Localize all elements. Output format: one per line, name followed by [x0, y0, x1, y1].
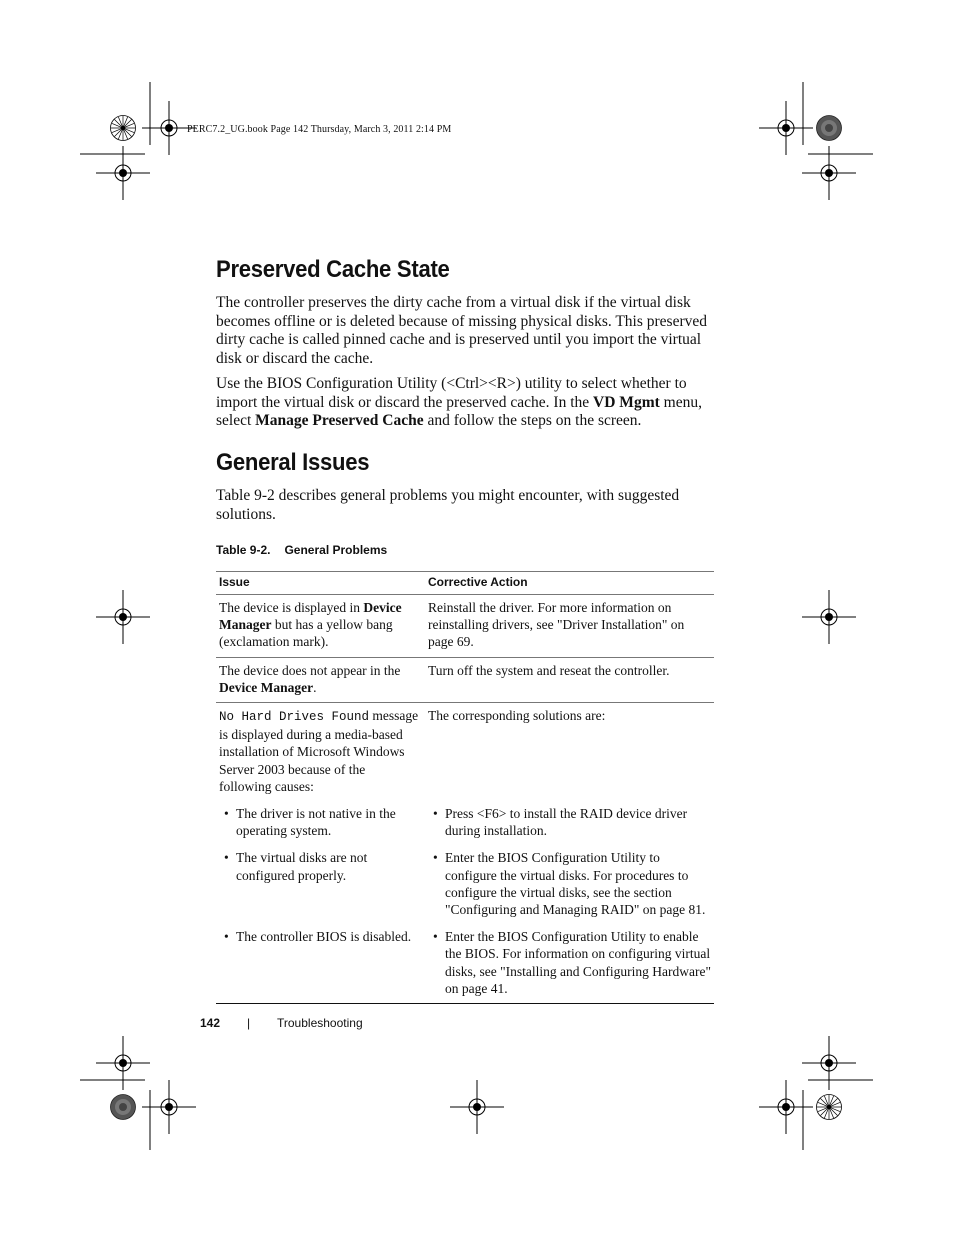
action-cell: The corresponding solutions are:	[428, 708, 606, 724]
general-problems-table	[216, 571, 714, 1004]
issue-cell	[216, 845, 423, 924]
table-row	[216, 594, 714, 657]
list-item: • The driver is not native in the operating system.	[224, 806, 396, 839]
table-caption-number: Table 9-2.	[216, 543, 271, 557]
paragraph-bios-utility: Use the BIOS Configuration Utility (<Ctrl><R>) utility to select whether to import the virtual disk or discard the preserved cache. In the VD Mgmt menu, select Manage Preserved Cache and follow the steps on the screen.	[216, 375, 702, 429]
column-header-issue: Issue	[219, 575, 250, 589]
issue-cell: No Hard Drives Found message is displayed during a media-based installation of Microsoft Windows Server 2003 because of the following causes:	[219, 708, 419, 794]
table-header-row	[216, 571, 714, 594]
table-row	[216, 657, 714, 702]
table-caption-title: General Problems	[284, 543, 388, 557]
column-header-corrective-action: Corrective Action	[428, 575, 528, 589]
issue-cell	[216, 801, 423, 845]
error-message-code: No Hard Drives Found	[219, 710, 370, 725]
list-item: • Enter the BIOS Configuration Utility to configure the virtual disks. For procedures to configure the virtual disks, see the section "Configuring and Managing RAID" on page 81.	[433, 850, 706, 918]
issue-cell	[216, 924, 423, 1003]
page-number: 142	[200, 1016, 221, 1030]
heading-general-issues: General Issues	[216, 449, 370, 476]
footer-separator: |	[247, 1016, 251, 1030]
table-row	[216, 801, 714, 845]
action-cell	[423, 924, 714, 1003]
table-row	[216, 845, 714, 924]
paragraph-pinned-cache: The controller preserves the dirty cache from a virtual disk if the virtual disk becomes offline or is deleted because of missing physical disks. This preserved dirty cache is called pinned cache and is preserved until you import the virtual disk or discard the cache.	[216, 294, 708, 367]
list-item: • Press <F6> to install the RAID device driver during installation.	[433, 806, 688, 839]
issue-cell: The device does not appear in the Device Manager.	[219, 662, 401, 695]
action-cell: Reinstall the driver. For more information on reinstalling drivers, see "Driver Installation" on page 69.	[428, 600, 685, 650]
list-item: • The controller BIOS is disabled.	[224, 929, 412, 945]
action-cell	[423, 801, 714, 845]
table-row	[216, 702, 714, 801]
table-caption	[216, 543, 387, 557]
print-slug-header: PERC7.2_UG.book Page 142 Thursday, March 3, 2011 2:14 PM	[187, 124, 452, 135]
heading-preserved-cache-state: Preserved Cache State	[216, 256, 450, 283]
footer-section-name: Troubleshooting	[277, 1016, 363, 1030]
list-item: • The virtual disks are not configured properly.	[224, 850, 368, 883]
issue-cell: The device is displayed in Device Manager but has a yellow bang (exclamation mark).	[219, 600, 402, 650]
paragraph-general-issues-intro: Table 9-2 describes general problems you might encounter, with suggested solutions.	[216, 487, 680, 523]
table-row	[216, 924, 714, 1004]
action-cell	[423, 845, 714, 924]
action-cell: Turn off the system and reseat the controller.	[428, 662, 670, 678]
list-item: • Enter the BIOS Configuration Utility to enable the BIOS. For information on configuring virtual disks, see "Installing and Configuring Hardware" on page 41.	[433, 929, 711, 996]
